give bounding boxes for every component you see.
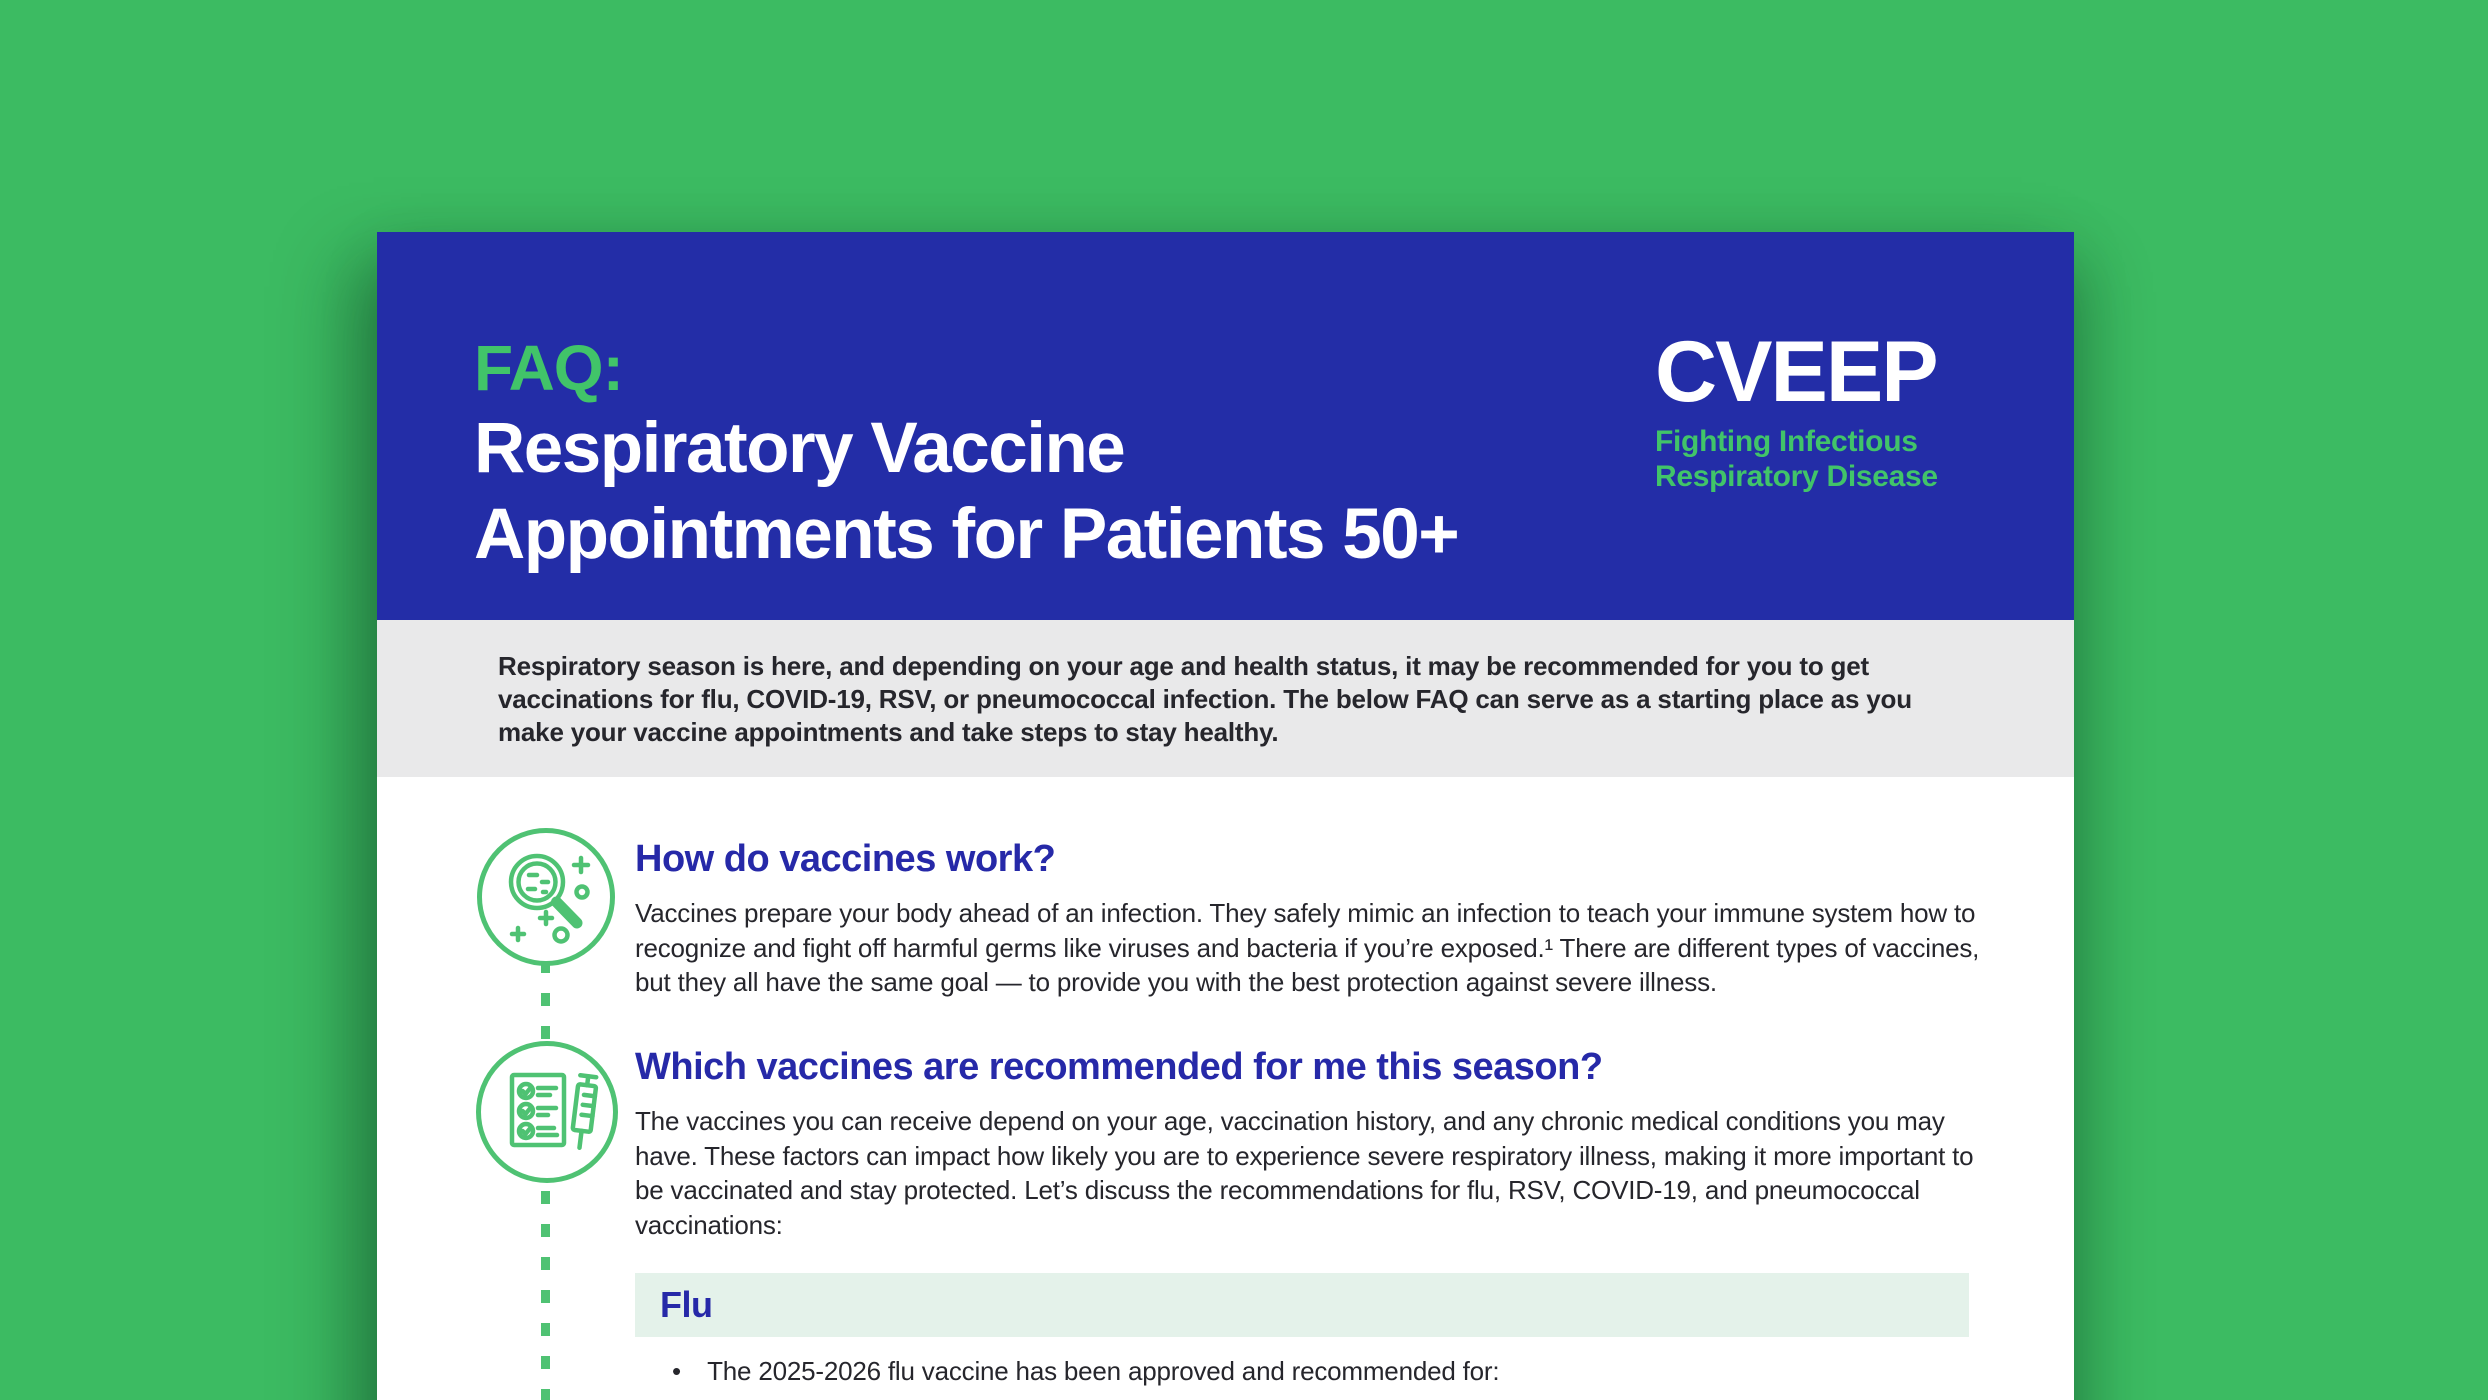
section-heading-how-vaccines-work: How do vaccines work? — [635, 838, 1056, 880]
section-heading-recommended-vaccines: Which vaccines are recommended for me this season? — [635, 1046, 1603, 1088]
checklist-syringe-icon — [476, 1041, 618, 1183]
page-title — [474, 406, 1458, 578]
intro-paragraph: Respiratory season is here, and depending on your age and health status, it may be recommended for you to get vaccinations for flu, COVID-19, RSV, or pneumococcal infection. The below FAQ can serve as a starting place as you make your vaccine appointments and take steps to stay healthy. — [498, 651, 1912, 747]
cveep-logo-wordmark: CVEEP — [1655, 324, 1937, 420]
section-body-how-vaccines-work: Vaccines prepare your body ahead of an infection. They safely mimic an infection to teach your immune system how to recognize and fight off harmful germs like viruses and bacteria if you’re exposed.¹ There are different types of vaccines, but they all have the same goal — to provide you with the best protection against severe illness. — [635, 898, 1980, 997]
intro-band — [377, 620, 2074, 777]
flu-section-label: Flu — [660, 1284, 713, 1325]
page-title-line2: Appointments for Patients 50+ — [474, 495, 1459, 574]
flu-bullet-text: The 2025-2026 flu vaccine has been approved and recommended for: — [707, 1356, 1500, 1386]
faq-eyebrow: FAQ: — [474, 332, 623, 404]
bullet-dot: • — [672, 1356, 682, 1386]
faq-flyer-document — [377, 232, 2074, 1400]
page-title-line1: Respiratory Vaccine — [474, 409, 1125, 488]
cveep-logo-tagline — [1655, 424, 1938, 494]
section-body-recommended-vaccines: The vaccines you can receive depend on your age, vaccination history, and any chronic medical conditions you may have. These factors can impact how likely you are to experience severe respiratory illness, making it more important to be vaccinated and stay protected. Let’s discuss the recommendations for flu, RSV, COVID-19, and pneumococcal vaccinations: — [635, 1106, 1974, 1240]
cveep-logo — [1655, 326, 1938, 494]
tagline-line2: Respiratory Disease — [1655, 460, 1938, 493]
flu-bullet-item — [672, 1354, 1972, 1388]
header-title-block — [474, 330, 1458, 578]
tagline-line1: Fighting Infectious — [1655, 425, 1918, 458]
flu-section-banner — [635, 1273, 1969, 1337]
document-header — [377, 232, 2074, 620]
magnifier-germs-icon — [477, 828, 615, 966]
